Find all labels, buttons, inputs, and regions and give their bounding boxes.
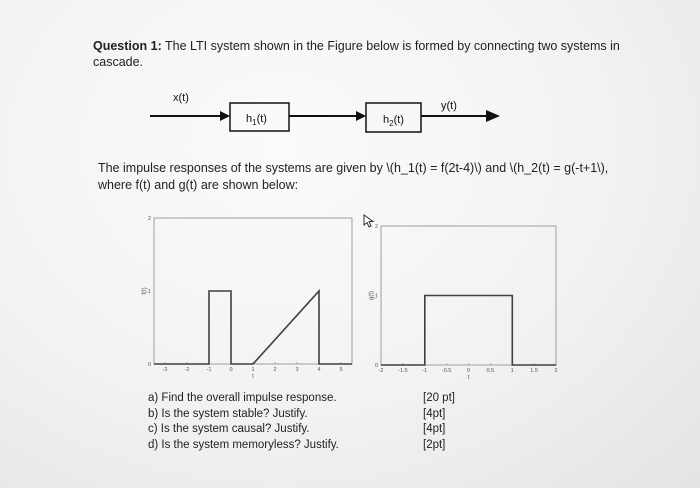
points-a: [20 pt]: [423, 392, 455, 404]
input-label: x(t): [173, 92, 189, 104]
x-tick-label: -1.5: [398, 368, 408, 374]
mouse-pointer-icon: [363, 214, 375, 233]
y-tick-label: 1: [374, 293, 378, 300]
connector-arrow-icon: [356, 111, 366, 121]
x-tick-label: -1: [422, 368, 428, 374]
part-a: a) Find the overall impulse response.: [148, 392, 337, 404]
x-tick-label: 4: [317, 367, 321, 373]
x-tick-label: 2: [273, 367, 277, 373]
x-tick-label: 0: [229, 367, 233, 373]
x-tick-label: 3: [295, 367, 299, 373]
y-tick-label: 0: [374, 363, 378, 369]
part-b: b) Is the system stable? Justify.: [148, 407, 308, 420]
series-line: [381, 296, 556, 366]
point-values: [423, 391, 455, 453]
x-tick-label: 5: [339, 367, 343, 373]
x-tick-label: 0: [466, 368, 471, 374]
series-line: [154, 291, 352, 364]
block2-label: $h_2(t)$: [383, 114, 404, 128]
plot-f-svg: [138, 212, 360, 382]
points-c: [4pt]: [423, 423, 446, 435]
question-number: Question 1:: [93, 39, 162, 53]
description-line-2: where f(t) and g(t) are shown below:: [98, 178, 299, 192]
description-line-1: The impulse responses of the systems are given by \(h_1(t) = f(2t-4)\) and \(h_2(t) = g(-t+1\),: [98, 161, 609, 175]
output-arrow-icon: [486, 110, 500, 122]
part-c: c) Is the system causal? Justify.: [148, 423, 310, 435]
impulse-response-description: [98, 160, 658, 194]
x-tick-label: -3: [162, 367, 168, 373]
y-tick-label: 2: [147, 216, 151, 222]
plot-f: [138, 212, 360, 382]
sub-questions: [148, 391, 339, 453]
x-tick-label: 1: [251, 367, 255, 373]
block1-label: $h_1(t)$: [246, 113, 267, 127]
y-axis-label: g(t): [369, 291, 375, 300]
x-tick-label: -0.5: [441, 368, 452, 374]
x-tick-label: -2: [184, 367, 190, 373]
output-label: y(t): [441, 100, 457, 112]
block-diagram: [140, 85, 510, 150]
y-tick-label: 0: [147, 362, 151, 368]
y-tick-label: 1: [147, 289, 151, 295]
y-tick-label: 2: [374, 224, 378, 230]
points-b: [4pt]: [423, 407, 446, 420]
x-axis-label: t: [467, 375, 470, 381]
x-tick-label: 1.5: [530, 368, 538, 374]
part-d: d) Is the system memoryless? Justify.: [148, 438, 339, 451]
plot-g: [365, 220, 565, 382]
x-tick-label: -2: [378, 368, 384, 374]
question-statement: [93, 38, 633, 70]
x-tick-label: -1: [206, 367, 212, 373]
plot-frame: [154, 218, 352, 364]
y-axis-label: f(t): [142, 287, 148, 295]
x-axis-label: t: [252, 374, 254, 380]
input-arrow-icon: [220, 111, 230, 121]
question-text: The LTI system shown in the Figure below is formed by connecting two systems in cascade.: [93, 39, 620, 69]
plot-g-svg: [365, 220, 565, 382]
points-d: [2pt]: [423, 438, 446, 451]
x-tick-label: 0.5: [486, 368, 495, 374]
x-tick-label: 1: [510, 368, 514, 374]
x-tick-label: 2: [554, 368, 558, 374]
